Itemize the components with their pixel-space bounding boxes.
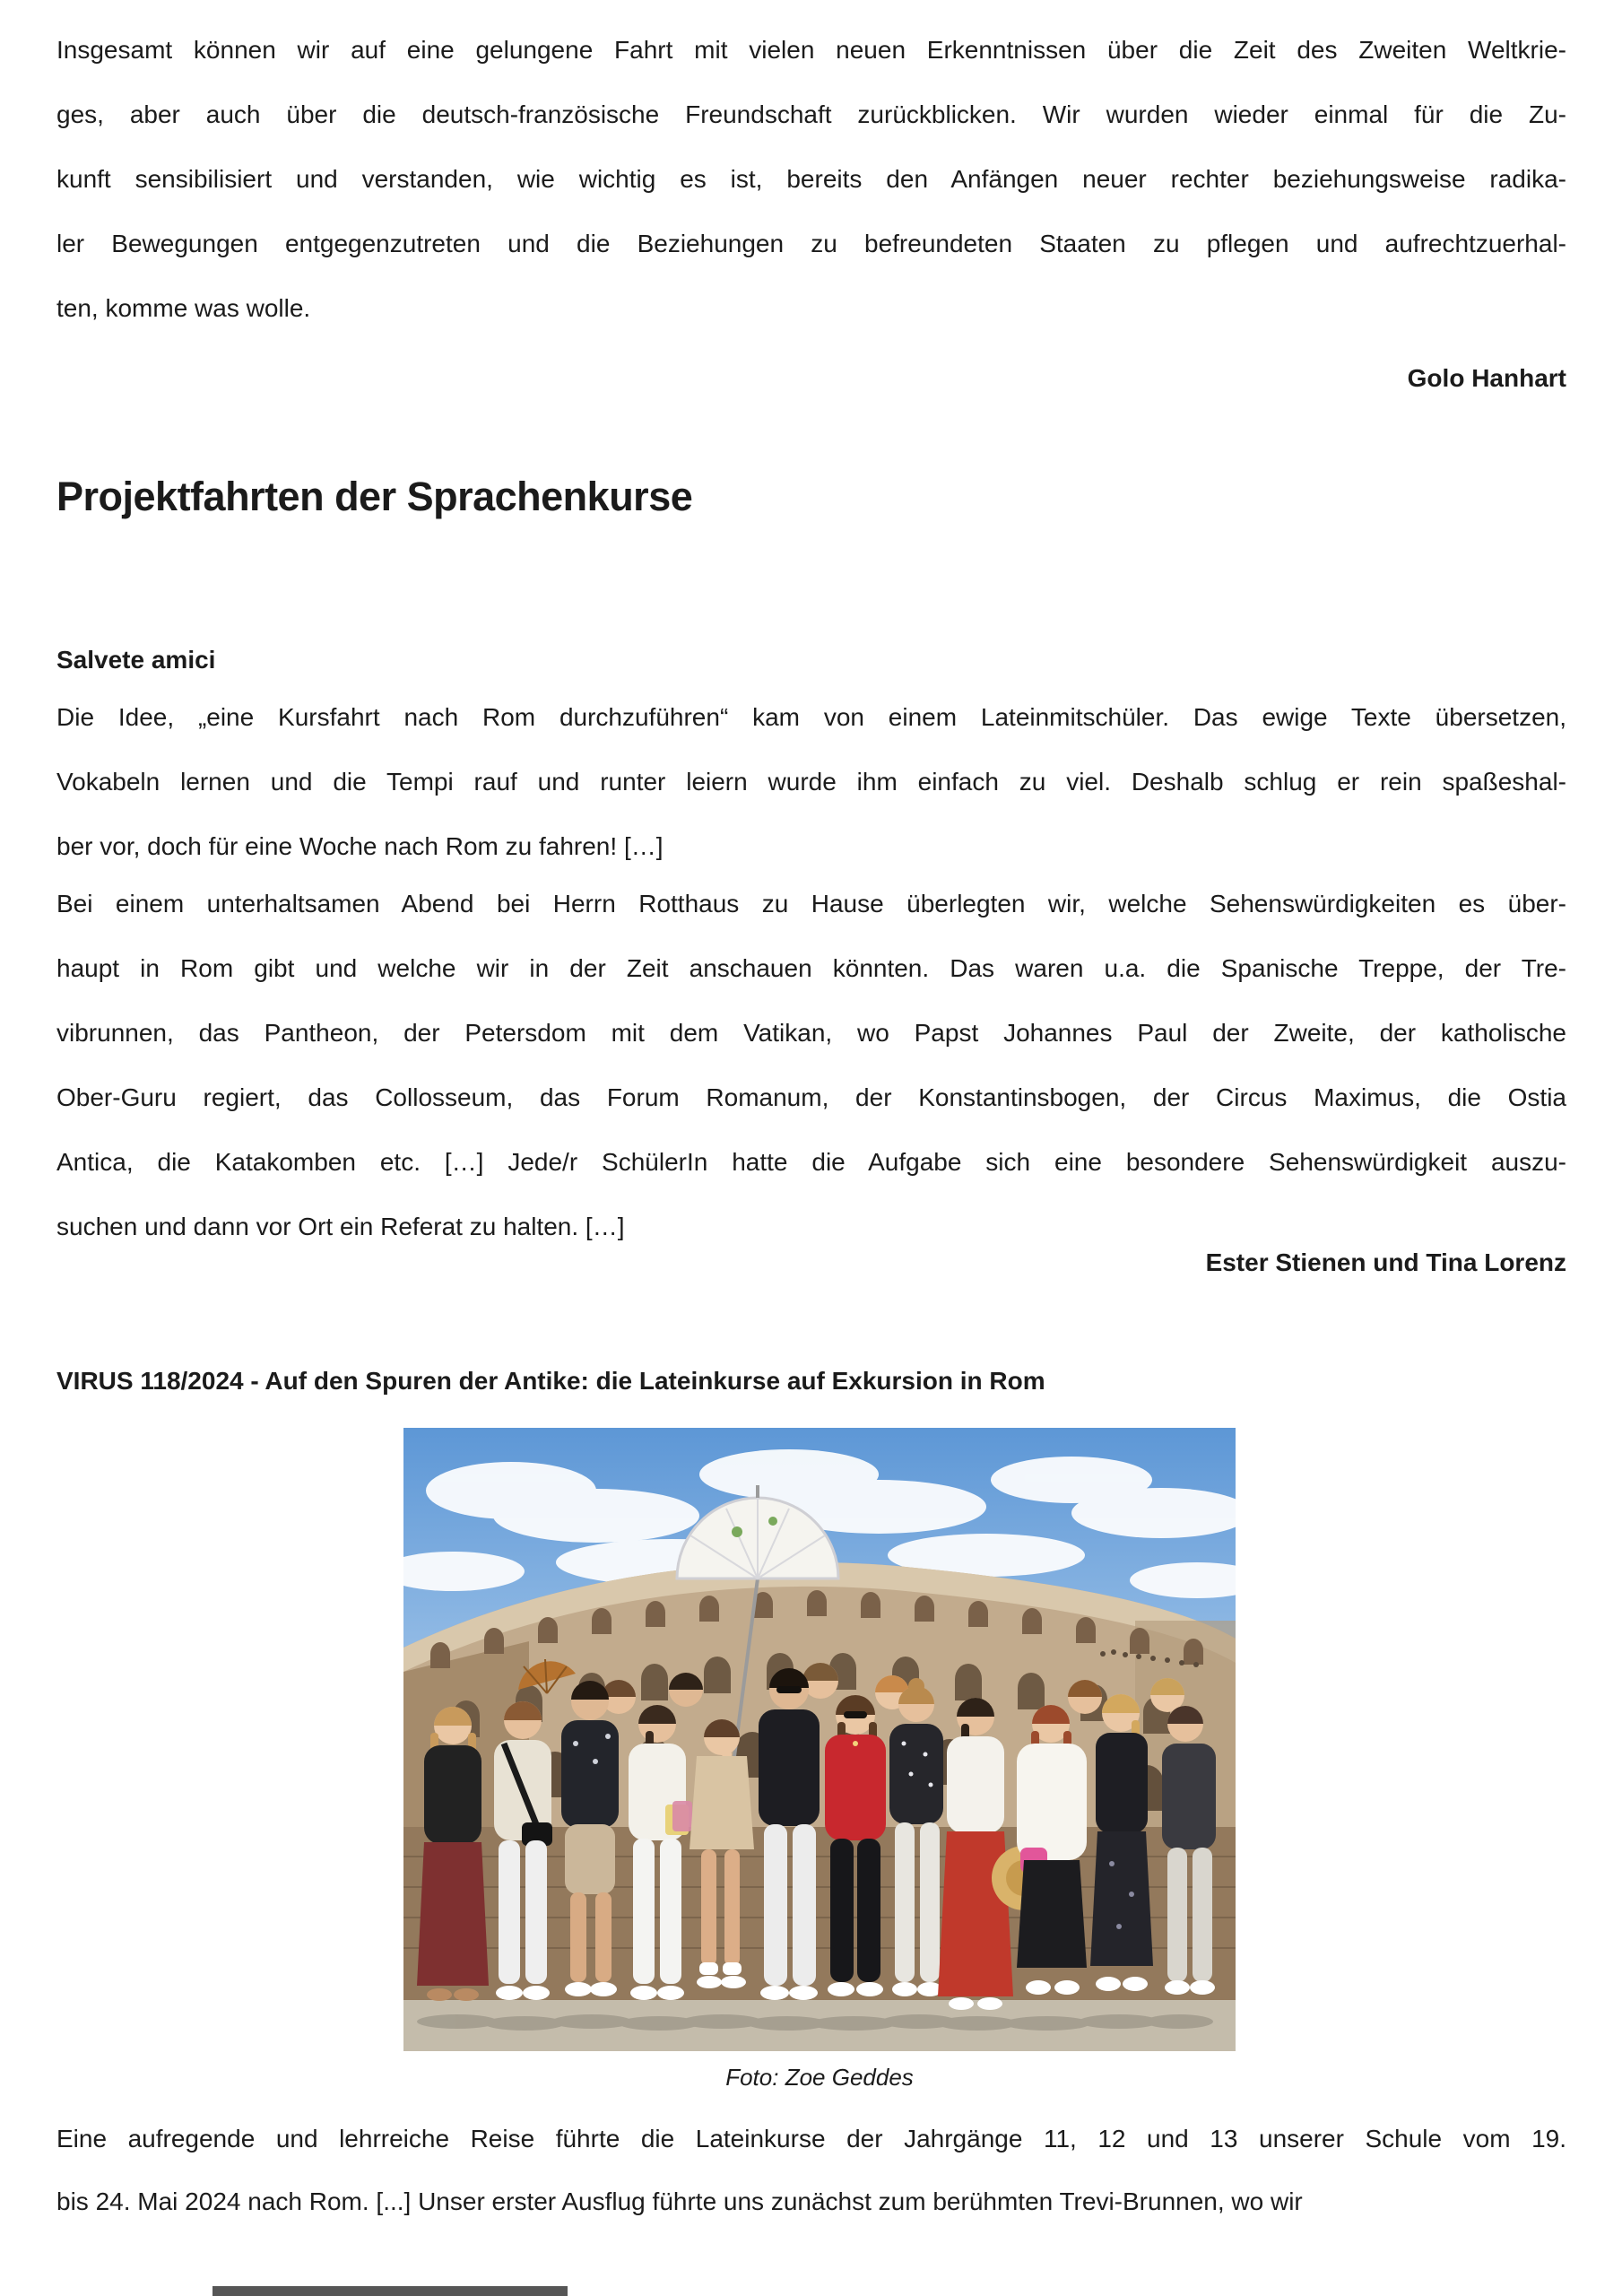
paragraph-ww2-trip-summary: [56, 18, 1566, 341]
photo-caption: Foto: Zoe Geddes: [725, 2064, 914, 2091]
text-line: ges, aber auch über die deutsch-französische Freundschaft zurückblicken. Wir wurden wieder einmal für die Zu-: [56, 100, 1566, 128]
text-line: Antica, die Katakomben etc. […] Jede/r SchülerIn hatte die Aufgabe sich eine besondere Sehenswürdigkeit auszu-: [56, 1148, 1566, 1176]
virus-article-heading: VIRUS 118/2024 - Auf den Spuren der Antike: die Lateinkurse auf Exkursion in Rom: [56, 1367, 1045, 1395]
text-line: Eine aufregende und lehrreiche Reise führte die Lateinkurse der Jahrgänge 11, 12 und 13 unserer Schule vom 19.: [56, 2125, 1566, 2152]
text-line: Insgesamt können wir auf eine gelungene Fahrt mit vielen neuen Erkenntnissen über die Zeit des Zweiten Weltkrie-: [56, 36, 1566, 64]
text-line: bis 24. Mai 2024 nach Rom. [...] Unser erster Ausflug führte uns zunächst zum berühmten Trevi-Brunnen, wo wir: [56, 2187, 1303, 2215]
colosseum-group-illustration: [403, 1428, 1236, 2051]
photo-colosseum-group: [403, 1428, 1236, 2051]
subheading-salvete-amici: Salvete amici: [56, 646, 216, 674]
text-line: Ober-Guru regiert, das Collosseum, das Forum Romanum, der Konstantinsbogen, der Circus Maximus, die Ostia: [56, 1083, 1566, 1111]
text-line: suchen und dann vor Ort ein Referat zu halten. […]: [56, 1213, 625, 1240]
attribution-stienen-lorenz: Ester Stienen und Tina Lorenz: [1205, 1248, 1566, 1276]
paragraph-rome-sights: [56, 872, 1566, 1259]
section-heading-projektfahrten: Projektfahrten der Sprachenkurse: [56, 474, 693, 519]
text-line: Bei einem unterhaltsamen Abend bei Herrn Rotthaus zu Hause überlegten wir, welche Sehenswürdigkeiten es über-: [56, 890, 1566, 918]
paragraph-rome-idea: [56, 685, 1566, 879]
text-line: Die Idee, „eine Kursfahrt nach Rom durchzuführen“ kam von einem Lateinmitschüler. Das ewige Texte übersetzen,: [56, 703, 1566, 731]
text-line: ber vor, doch für eine Woche nach Rom zu fahren! […]: [56, 832, 664, 860]
attribution-golo-hanhart: Golo Hanhart: [1407, 364, 1566, 392]
paragraph-rome-report: [56, 2108, 1566, 2233]
text-line: kunft sensibilisiert und verstanden, wie wichtig es ist, bereits den Anfängen neuer rechter beziehungsweise radika-: [56, 165, 1566, 193]
text-line: ler Bewegungen entgegenzutreten und die Beziehungen zu befreundeten Staaten zu pflegen und aufrechtzuerhal-: [56, 230, 1566, 257]
text-line: haupt in Rom gibt und welche wir in der Zeit anschauen könnten. Das waren u.a. die Spanische Treppe, der Tre-: [56, 954, 1566, 982]
next-content-cutoff: [213, 2286, 568, 2296]
text-line: ten, komme was wolle.: [56, 294, 311, 322]
text-line: Vokabeln lernen und die Tempi rauf und runter leiern wurde ihm einfach zu viel. Deshalb schlug er rein spaßeshal-: [56, 768, 1566, 796]
text-line: vibrunnen, das Pantheon, der Petersdom mit dem Vatikan, wo Papst Johannes Paul der Zweite, der katholische: [56, 1019, 1566, 1047]
